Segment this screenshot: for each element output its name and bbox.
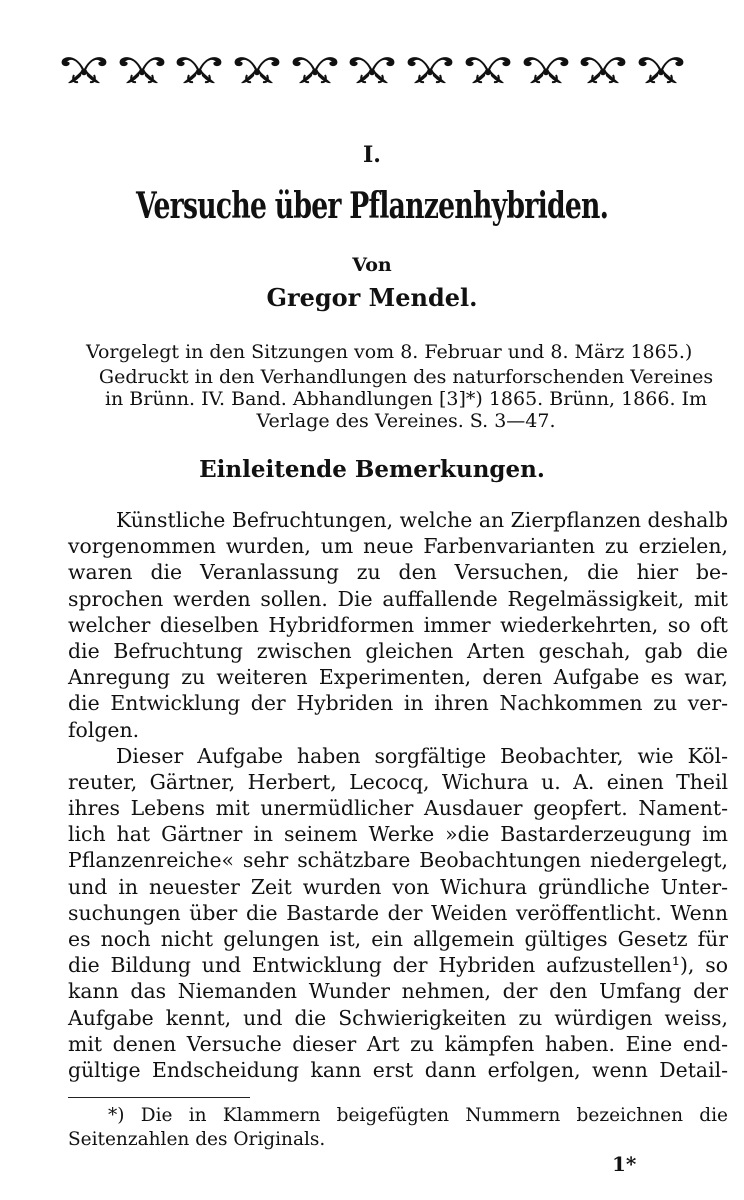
fleuron-ornament-icon: [522, 53, 570, 87]
text-line: kann das Niemanden Wunder nehmen, der den Umfang der: [68, 979, 728, 1004]
ornament-row: [60, 50, 685, 90]
section-heading: Einleitende Bemerkungen.: [199, 456, 545, 483]
text-line: und in neuester Zeit wurden von Wichura gründliche Unter-: [68, 874, 728, 899]
publication-note-line: Gedruckt in den Verhandlungen des naturforschenden Vereines: [98, 366, 714, 388]
text-line: folgen.: [68, 717, 140, 742]
signature-mark: 1*: [612, 1152, 637, 1176]
footnote-line: *) Die in Klammern beigefügten Nummern bezeichnen die: [108, 1105, 728, 1126]
publication-note: [86, 366, 726, 432]
publication-note-line: in Brünn. IV. Band. Abhandlungen [3]*) 1865. Brünn, 1866. Im: [104, 388, 708, 410]
text-line: gültige Endscheidung kann erst dann erfolgen, wenn Detail-: [68, 1057, 728, 1082]
text-line: welcher dieselben Hybridformen immer wiederkehrten, so oft: [68, 612, 728, 637]
fleuron-ornament-icon: [464, 53, 512, 87]
text-line: vorgenommen wurden, um neue Farbenvarianten zu erzielen,: [68, 534, 728, 559]
presentation-note: Vorgelegt in den Sitzungen vom 8. Februar und 8. März 1865.): [86, 341, 693, 363]
text-line: sprochen werden sollen. Die auffallende Regelmässigkeit, mit: [68, 586, 728, 611]
author-name: Gregor Mendel.: [266, 283, 478, 312]
text-line: Pflanzenreiche« sehr schätzbare Beobachtungen niedergelegt,: [68, 848, 728, 873]
text-line: lich hat Gärtner in seinem Werke »die Bastarderzeugung im: [68, 822, 728, 847]
fleuron-ornament-icon: [579, 53, 627, 87]
text-line: Anregung zu weiteren Experimenten, deren Aufgabe es war,: [68, 665, 728, 690]
byline: Von: [352, 254, 392, 276]
text-line: die Entwicklung der Hybriden in ihren Nachkommen zu ver-: [68, 691, 728, 716]
text-line: reuter, Gärtner, Herbert, Lecocq, Wichura u. A. einen Theil: [68, 769, 728, 794]
text-line: mit denen Versuche dieser Art zu kämpfen haben. Eine end-: [68, 1031, 728, 1056]
fleuron-ornament-icon: [175, 53, 223, 87]
fleuron-ornament-icon: [233, 53, 281, 87]
article-title: [0, 185, 744, 227]
text-line: die Bildung und Entwicklung der Hybriden aufzustellen¹), so: [68, 953, 728, 978]
fleuron-ornament-icon: [406, 53, 454, 87]
fleuron-ornament-icon: [291, 53, 339, 87]
text-line: die Befruchtung zwischen gleichen Arten geschah, gab die: [68, 638, 728, 663]
article-title-text: Versuche über Pflanzenhybriden.: [135, 185, 609, 227]
text-line: es noch nicht gelungen ist, ein allgemein gültiges Gesetz für: [68, 927, 728, 951]
publication-note-line: Verlage des Vereines. S. 3—47.: [256, 410, 556, 432]
body-text: [68, 507, 728, 1083]
fleuron-ornament-icon: [118, 53, 166, 87]
fleuron-ornament-icon: [637, 53, 685, 87]
footnote-divider: [68, 1097, 250, 1098]
text-line: ihres Lebens mit unermüdlicher Ausdauer geopfert. Nament-: [68, 796, 728, 821]
footnote: [68, 1104, 728, 1152]
text-line: suchungen über die Bastarde der Weiden veröffentlicht. Wenn: [68, 900, 728, 925]
text-line: Aufgabe kennt, und die Schwierigkeiten zu würdigen weiss,: [68, 1005, 728, 1030]
footnote-line: Seitenzahlen des Originals.: [68, 1129, 326, 1150]
text-line: Künstliche Befruchtungen, welche an Zierpflanzen deshalb: [116, 508, 728, 532]
fleuron-ornament-icon: [60, 53, 108, 87]
text-line: Dieser Aufgabe haben sorgfältige Beobachter, wie Köl-: [116, 743, 728, 768]
chapter-number: I.: [363, 142, 381, 168]
fleuron-ornament-icon: [348, 53, 396, 87]
text-line: waren die Veranlassung zu den Versuchen, die hier be-: [68, 560, 728, 585]
